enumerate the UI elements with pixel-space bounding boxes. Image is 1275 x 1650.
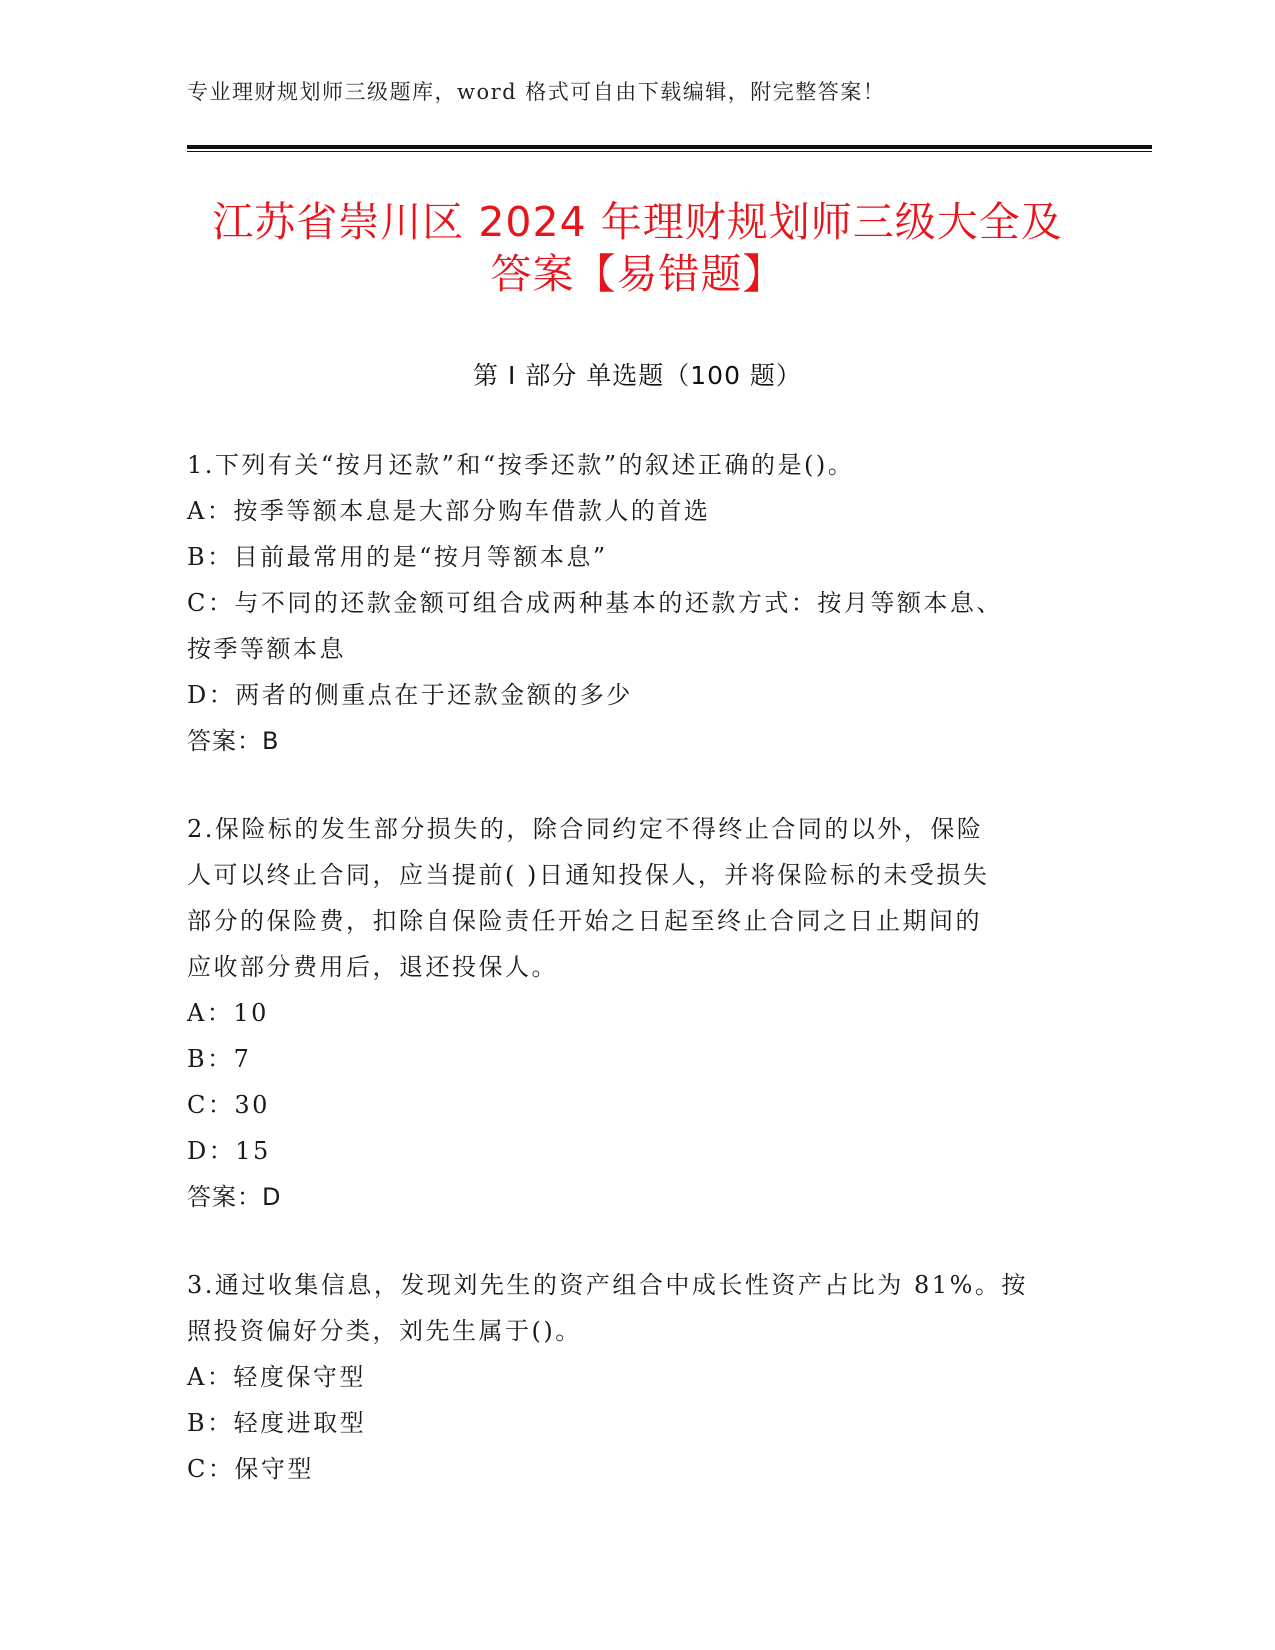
answer-line: 答案：D [187, 1183, 282, 1211]
option-line: C：保守型 [187, 1455, 314, 1483]
question-stem-line: 人可以终止合同，应当提前( )日通知投保人，并将保险标的未受损失 [187, 861, 990, 889]
document-title [140, 196, 1135, 300]
header-rule-thin [187, 151, 1152, 152]
option-line: C：30 [187, 1091, 270, 1119]
option-line: B：7 [187, 1045, 252, 1073]
section-heading: 第 I 部分 单选题（100 题） [473, 361, 802, 390]
question-item [187, 806, 1087, 1220]
title-line-1: 江苏省崇川区 2024 年理财规划师三级大全及 [212, 198, 1063, 246]
question-item [187, 442, 1087, 764]
question-stem-line: 3.通过收集信息，发现刘先生的资产组合中成长性资产占比为 81%。按 [187, 1271, 1028, 1299]
question-item [187, 1262, 1087, 1492]
header-rule-thick [187, 145, 1152, 149]
option-line: C：与不同的还款金额可组合成两种基本的还款方式：按月等额本息、 [187, 589, 1003, 617]
option-line: D：两者的侧重点在于还款金额的多少 [187, 681, 633, 709]
option-line: 按季等额本息 [187, 635, 346, 663]
option-line: A：10 [187, 999, 269, 1027]
option-line: B：轻度进取型 [187, 1409, 367, 1437]
option-line: D：15 [187, 1137, 271, 1165]
question-stem-line: 1.下列有关“按月还款”和“按季还款”的叙述正确的是()。 [187, 451, 855, 479]
option-line: A：按季等额本息是大部分购车借款人的首选 [187, 497, 711, 525]
option-line: B：目前最常用的是“按月等额本息” [187, 543, 608, 571]
option-line: A：轻度保守型 [187, 1363, 366, 1391]
question-stem-line: 部分的保险费，扣除自保险责任开始之日起至终止合同之日止期间的 [187, 907, 982, 935]
question-stem-line: 照投资偏好分类，刘先生属于()。 [187, 1317, 582, 1345]
question-list [187, 442, 1087, 1534]
question-stem-line: 2.保险标的发生部分损失的，除合同约定不得终止合同的以外，保险 [187, 815, 984, 843]
question-stem-line: 应收部分费用后，退还投保人。 [187, 953, 558, 981]
answer-line: 答案：B [187, 727, 280, 755]
header-note: 专业理财规划师三级题库，word 格式可自由下载编辑，附完整答案！ [187, 80, 886, 104]
title-line-2: 答案【易错题】 [490, 250, 785, 298]
